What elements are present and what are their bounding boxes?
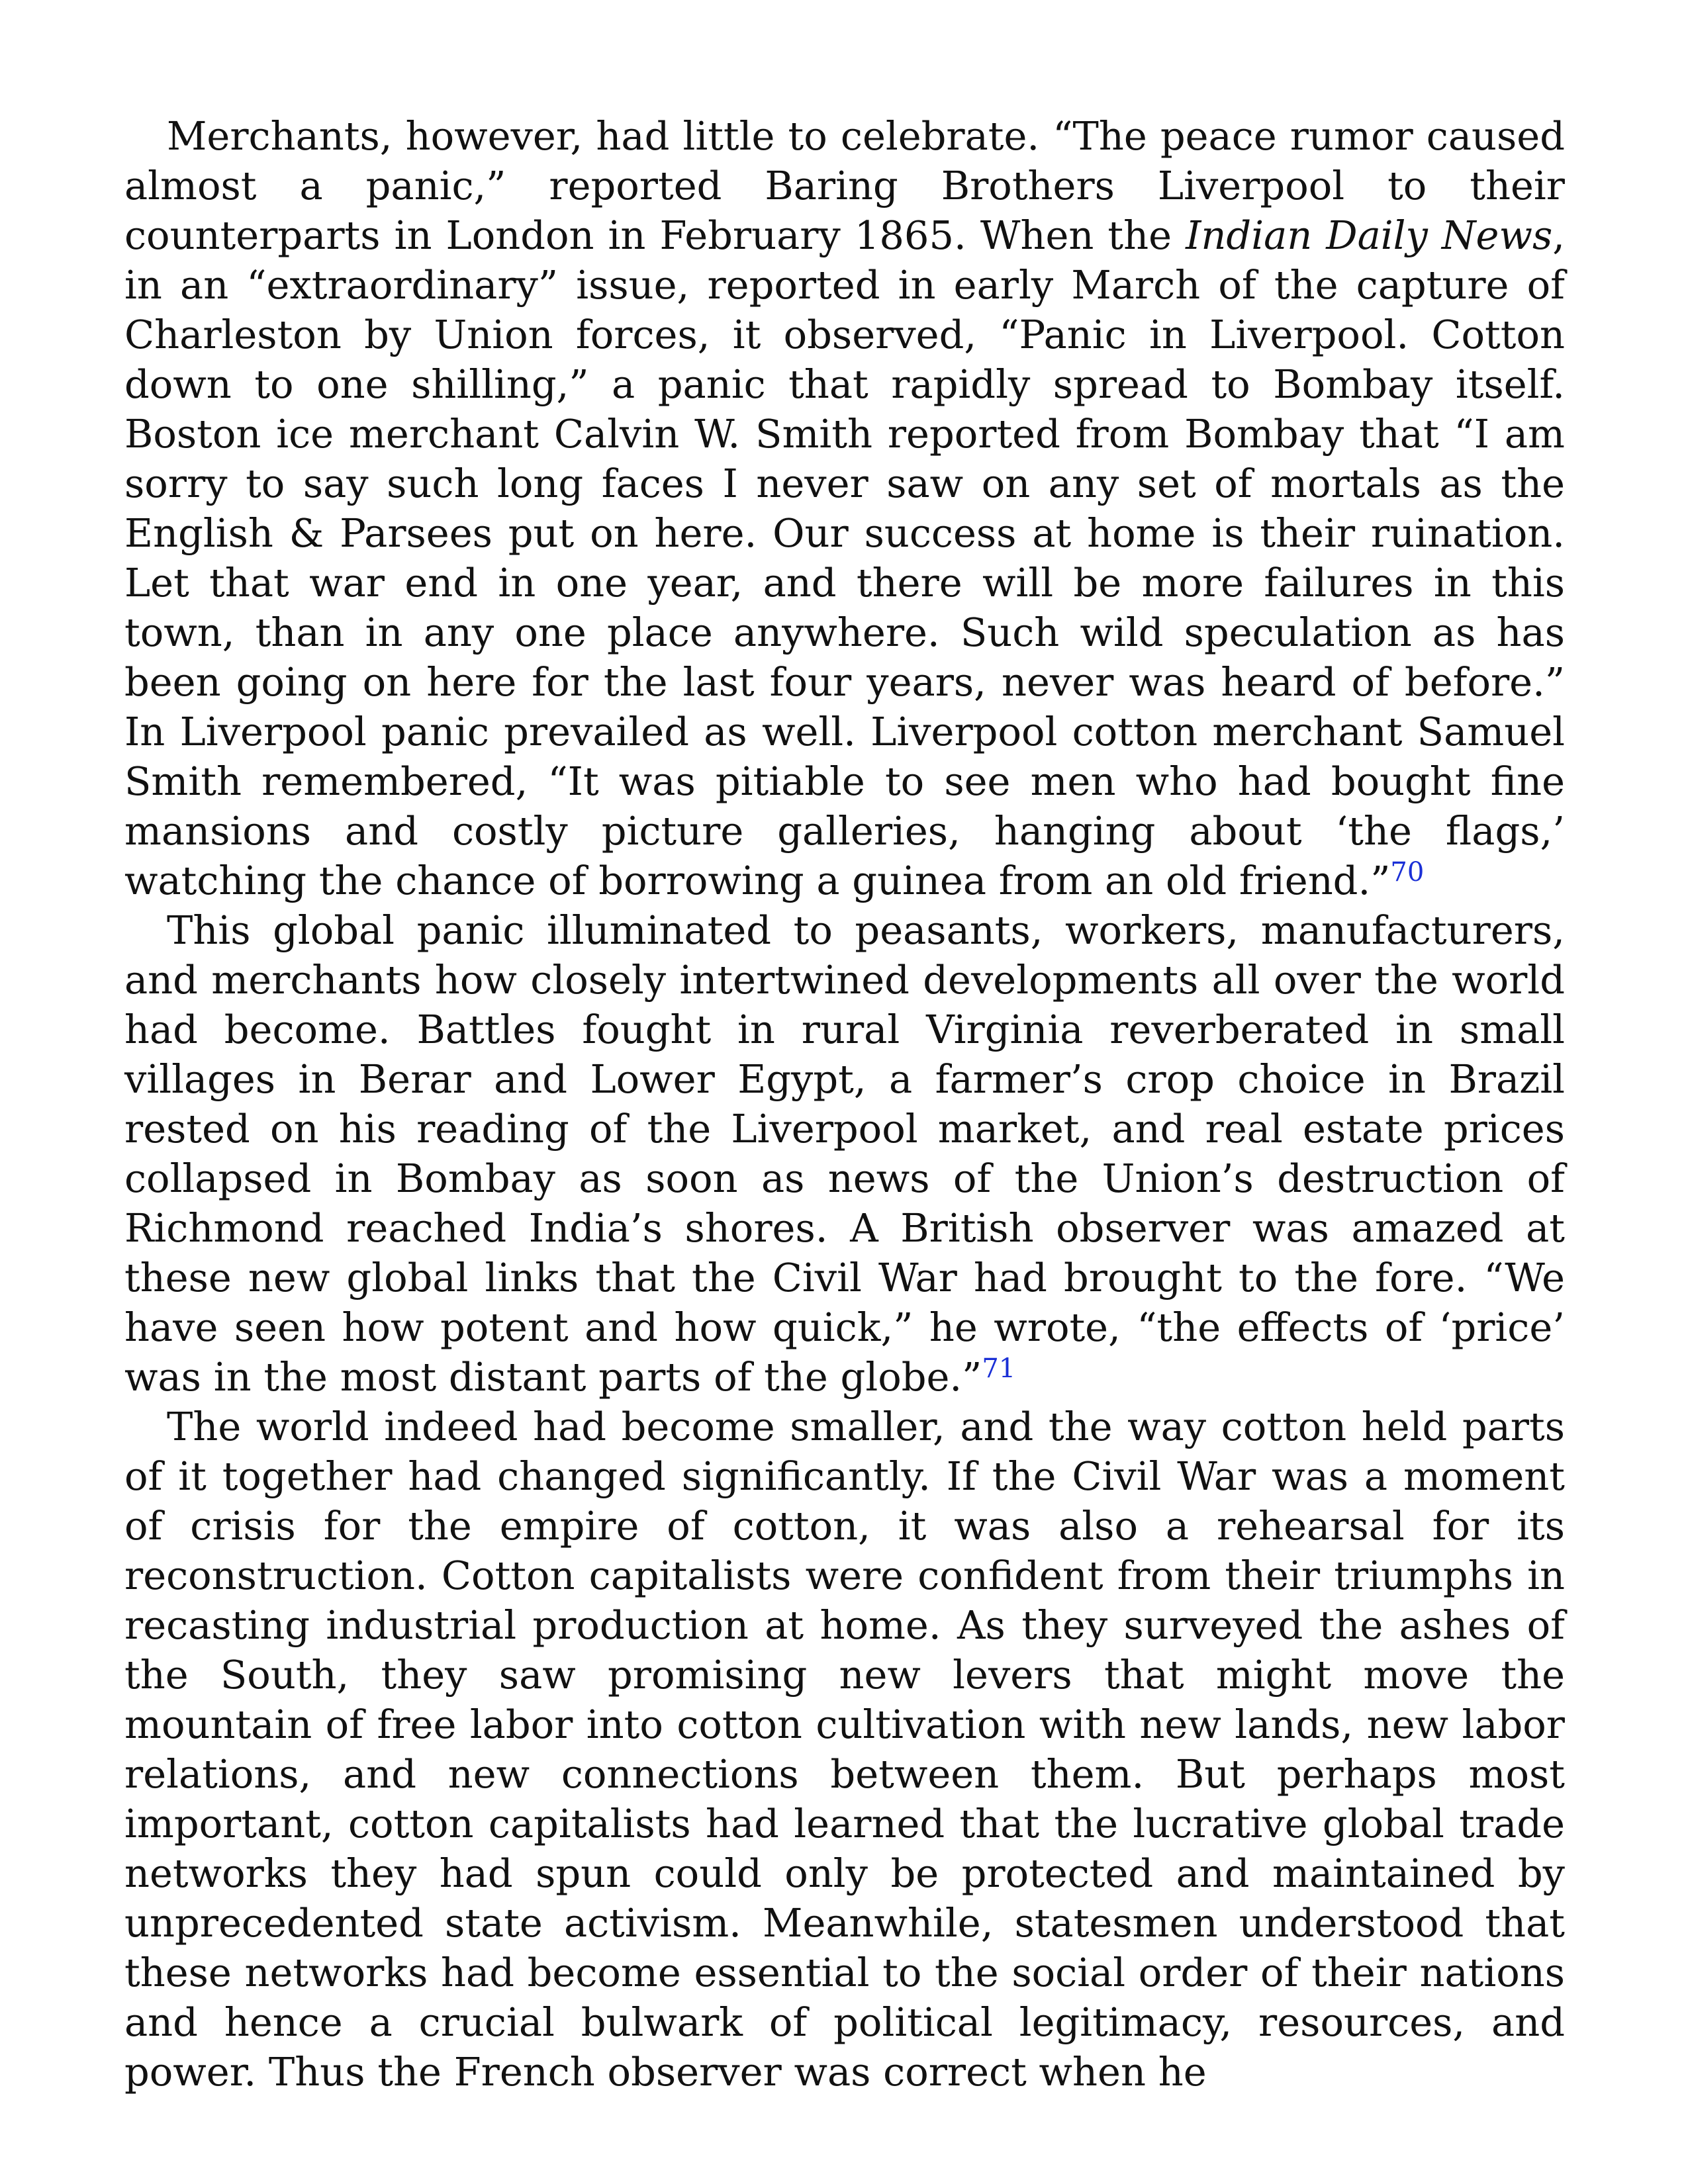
paragraph-2	[124, 905, 1565, 1402]
footnote-link-70[interactable]: 70	[1390, 857, 1425, 887]
paragraph-1-text-b: , in an “extraordinary” issue, reported in early March of the capture of Charleston by Union forces, it observed, “Panic in Liverpool. Cotton down to one shilling,” a panic that rapidly spread to Bombay itself. Boston ice merchant Calvin W. Smith reported from Bombay that “I am sorry to say such long faces I never saw on any set of mortals as the English & Parsees put on here. Our success at home is their ruination. Let that war end in one year, and there will be more failures in this town, than in any one place anywhere. Such wild speculation as has been going on here for the last four years, never was heard of before.” In Liverpool panic prevailed as well. Liverpool cotton merchant Samuel Smith remembered, “It was pitiable to see men who had bought fine mansions and costly picture galleries, hanging about ‘the flags,’ watching the chance of borrowing a guinea from an old friend.”	[124, 212, 1565, 903]
paragraph-1-text-a: Merchants, however, had little to celebrate. “The peace rumor caused almost a panic,” reported Baring Brothers Liverpool to their counterparts in London in February 1865. When the	[124, 113, 1565, 258]
paragraph-3	[124, 1402, 1565, 2097]
footnote-link-71[interactable]: 71	[982, 1353, 1016, 1384]
page-body	[124, 111, 1565, 2097]
paragraph-2-text: This global panic illuminated to peasants, workers, manufacturers, and merchants how closely intertwined developments all over the world had become. Battles fought in rural Virginia reverberated in small villages in Berar and Lower Egypt, a farmer’s crop choice in Brazil rested on his reading of the Liverpool market, and real estate prices collapsed in Bombay as soon as news of the Union’s destruction of Richmond reached India’s shores. A British observer was amazed at these new global links that the Civil War had brought to the fore. “We have seen how potent and how quick,” he wrote, “the effects of ‘price’ was in the most distant parts of the globe.”	[124, 907, 1565, 1400]
newspaper-title-italic: Indian Daily News	[1186, 212, 1553, 258]
paragraph-3-text: The world indeed had become smaller, and the way cotton held parts of it together had changed significantly. If the Civil War was a moment of crisis for the empire of cotton, it was also a rehearsal for its reconstruction. Cotton capitalists were confident from their triumphs in recasting industrial production at home. As they surveyed the ashes of the South, they saw promising new levers that might move the mountain of free labor into cotton cultivation with new lands, new labor relations, and new connections between them. But perhaps most important, cotton capitalists had learned that the lucrative global trade networks they had spun could only be protected and maintained by unprecedented state activism. Meanwhile, statesmen understood that these networks had become essential to the social order of their nations and hence a crucial bulwark of political legitimacy, resources, and power. Thus the French observer was correct when he	[124, 1404, 1565, 2095]
paragraph-1	[124, 111, 1565, 905]
